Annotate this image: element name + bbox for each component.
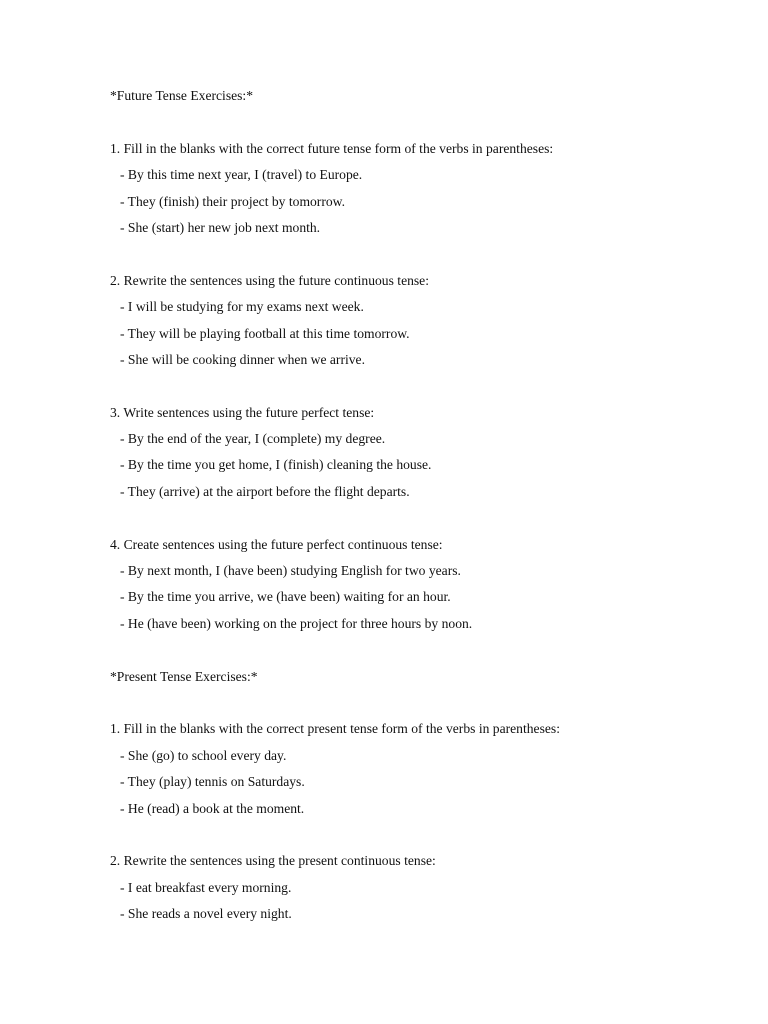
exercise-item: - He (read) a book at the moment.	[120, 800, 305, 816]
question-prompt: 4. Create sentences using the future perfect continuous tense:	[110, 536, 443, 552]
spacer	[110, 373, 730, 399]
exercise-item: - They (play) tennis on Saturdays.	[120, 774, 305, 790]
document-body	[110, 83, 730, 928]
exercise-item: - By next month, I (have been) studying English for two years.	[120, 563, 461, 579]
exercise-item: - They (finish) their project by tomorrow.	[120, 193, 345, 209]
exercise-item: - By the end of the year, I (complete) my degree.	[120, 431, 386, 447]
exercise-item: - I eat breakfast every morning.	[120, 879, 292, 895]
exercise-item: - I will be studying for my exams next week.	[120, 299, 364, 315]
spacer	[110, 241, 730, 267]
exercise-item: - They (arrive) at the airport before the flight departs.	[120, 483, 410, 499]
spacer	[110, 109, 730, 135]
question-prompt: 2. Rewrite the sentences using the present continuous tense:	[110, 853, 436, 869]
question-prompt: 1. Fill in the blanks with the correct present tense form of the verbs in parentheses:	[110, 721, 560, 737]
spacer	[110, 822, 730, 848]
question-prompt: 3. Write sentences using the future perfect tense:	[110, 404, 375, 420]
exercise-item: - They will be playing football at this time tomorrow.	[120, 325, 410, 341]
exercise-item: - By this time next year, I (travel) to Europe.	[120, 167, 363, 183]
question-prompt: 2. Rewrite the sentences using the future continuous tense:	[110, 272, 429, 288]
spacer	[110, 505, 730, 531]
exercise-item: - She will be cooking dinner when we arrive.	[120, 351, 365, 367]
exercise-item: - She reads a novel every night.	[120, 906, 292, 922]
spacer	[110, 690, 730, 716]
exercise-item: - She (go) to school every day.	[120, 747, 287, 763]
exercise-item: - By the time you get home, I (finish) cleaning the house.	[120, 457, 432, 473]
exercise-item: - By the time you arrive, we (have been) waiting for an hour.	[120, 589, 451, 605]
section-heading-future: *Future Tense Exercises:*	[110, 88, 254, 103]
exercise-item: - He (have been) working on the project for three hours by noon.	[120, 615, 473, 631]
question-prompt: 1. Fill in the blanks with the correct future tense form of the verbs in parentheses:	[110, 140, 554, 156]
section-heading-present: *Present Tense Exercises:*	[110, 668, 258, 684]
spacer	[110, 637, 730, 663]
exercise-item: - She (start) her new job next month.	[120, 219, 321, 235]
